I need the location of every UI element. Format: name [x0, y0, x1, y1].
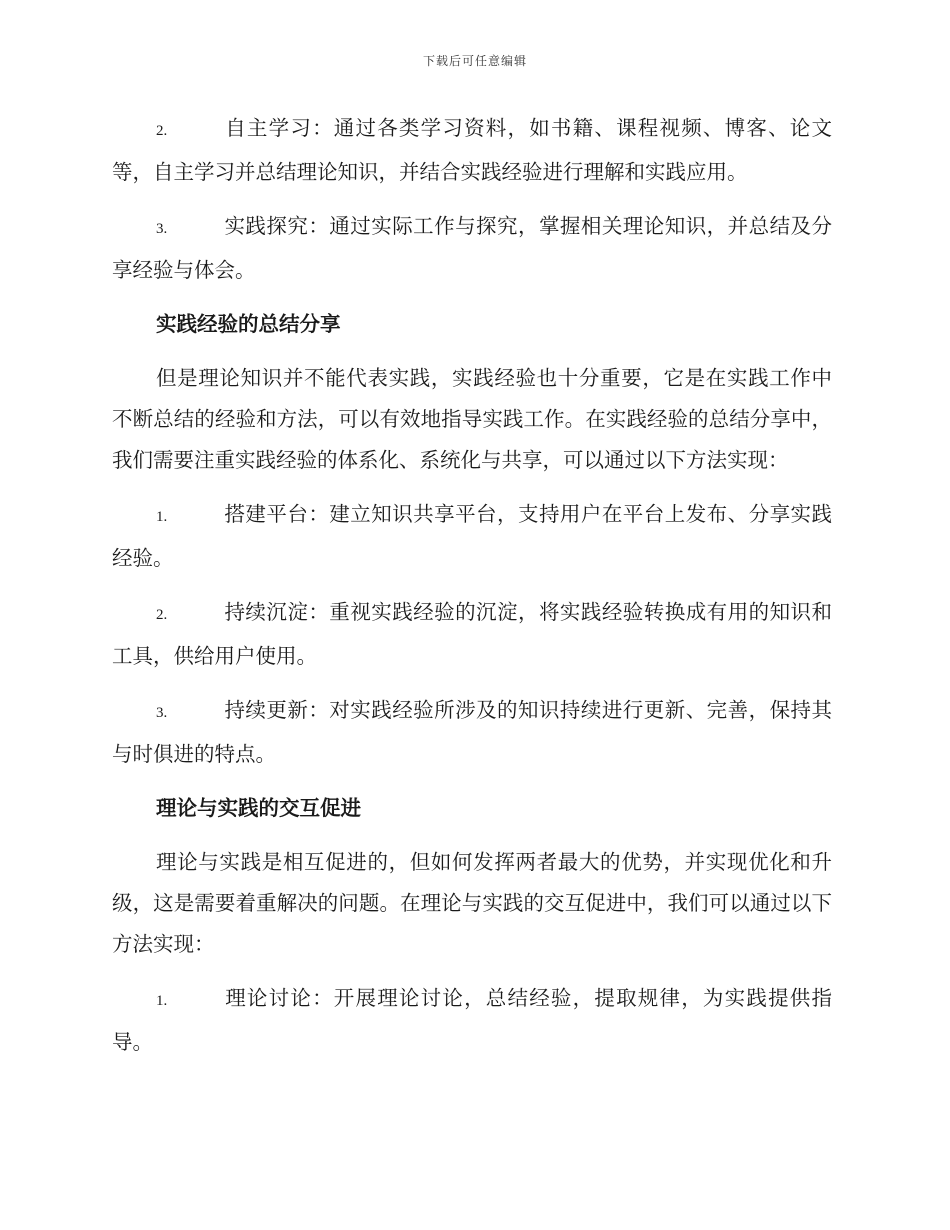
- list-item: [112, 108, 832, 193]
- page-header: 下载后可任意编辑: [422, 54, 527, 68]
- list-text: 搭建平台：建立知识共享平台，支持用户在平台上发布、分享实践经验。: [112, 502, 832, 570]
- list-number: 1.: [156, 509, 168, 525]
- list-text: 持续沉淀：重视实践经验的沉淀，将实践经验转换成有用的知识和工具，供给用户使用。: [112, 600, 832, 668]
- document-body: [112, 108, 832, 1076]
- list-item: [112, 206, 832, 291]
- list-number: 3.: [156, 221, 168, 237]
- list-text: 理论讨论：开展理论讨论，总结经验，提取规律，为实践提供指导。: [112, 986, 832, 1054]
- section-heading: 理论与实践的交互促进: [156, 796, 361, 820]
- list-number: 2.: [156, 607, 168, 623]
- list-number: 2.: [156, 123, 168, 139]
- list-item: [112, 592, 832, 677]
- list-item: [112, 494, 832, 579]
- list-item: [112, 690, 832, 775]
- section-heading: 实践经验的总结分享: [156, 312, 341, 336]
- list-text: 实践探究：通过实际工作与探究，掌握相关理论知识，并总结及分享经验与体会。: [112, 214, 832, 282]
- body-paragraph: 但是理论知识并不能代表实践，实践经验也十分重要，它是在实践工作中不断总结的经验和方法，可以有效地指导实践工作。在实践经验的总结分享中，我们需要注重实践经验的体系化、系统化与共享，可以通过以下方法实现：: [112, 366, 832, 472]
- body-paragraph: 理论与实践是相互促进的，但如何发挥两者最大的优势，并实现优化和升级，这是需要着重解决的问题。在理论与实践的交互促进中，我们可以通过以下方法实现：: [112, 850, 832, 956]
- list-number: 3.: [156, 705, 168, 721]
- list-text: 自主学习：通过各类学习资料，如书籍、课程视频、博客、论文等，自主学习并总结理论知识，并结合实践经验进行理解和实践应用。: [112, 116, 832, 184]
- list-number: 1.: [156, 993, 168, 1009]
- list-item: [112, 978, 832, 1063]
- list-text: 持续更新：对实践经验所涉及的知识持续进行更新、完善，保持其与时俱进的特点。: [112, 698, 832, 766]
